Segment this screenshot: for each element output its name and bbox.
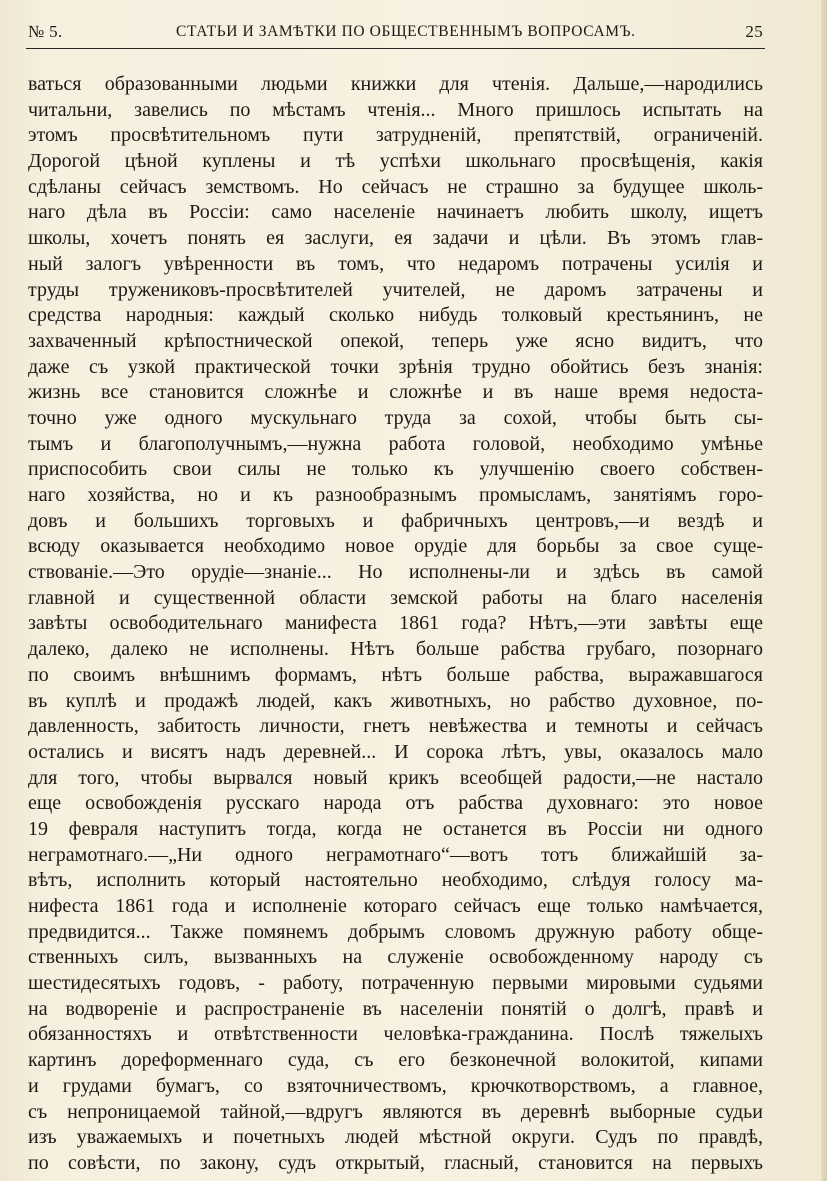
text-line: по совѣсти, по закону, судъ открытый, гласный, становится на первыхъ: [28, 1151, 763, 1174]
text-line: неграмотнаго.—„Ни одного неграмотнаго“—вотъ тотъ ближайшій за-: [28, 843, 763, 866]
text-line: еще освобожденія русскаго народа отъ рабства духовнаго: это новое: [28, 792, 763, 815]
text-line: приспособить свои силы не только къ улучшенію своего собствен-: [28, 458, 763, 481]
text-line: остались и висятъ надъ деревней... И сорока лѣтъ, увы, оказалось мало: [28, 740, 763, 763]
text-line: довъ и большихъ торговыхъ и фабричныхъ центровъ,—и вездѣ и: [28, 509, 763, 532]
body-text: [28, 72, 763, 1177]
text-line: съ непроницаемой тайной,—вдругъ являются въ деревнѣ выборные судьи: [28, 1100, 763, 1123]
text-line: давленность, забитость личности, гнетъ невѣжества и темноты и сейчасъ: [28, 715, 763, 738]
text-line: для того, чтобы вырвался новый крикъ всеобщей радости,—не настало: [28, 766, 763, 789]
page-number: 25: [745, 22, 763, 41]
text-line: нифеста 1861 года и исполненіе котораго сейчасъ еще только намѣчается,: [28, 895, 763, 917]
page-edge: [821, 0, 827, 1181]
text-line: въ куплѣ и продажѣ людей, какъ животныхъ, но рабство духовное, по-: [28, 689, 763, 712]
text-line: труды тружениковъ-просвѣтителей учителей, не даромъ затрачены и: [28, 278, 763, 301]
text-line: ственныхъ силъ, вызванныхъ на служеніе освобожденному народу съ: [28, 946, 763, 969]
text-line: наго хозяйства, но и къ разнообразнымъ промысламъ, занятіямъ горо-: [28, 484, 763, 506]
text-line: картинъ дореформеннаго суда, съ его безконечной волокитой, кипами: [28, 1049, 763, 1072]
text-line: наго дѣла въ Россіи: само населеніе начинаетъ любить школу, ищетъ: [28, 201, 763, 224]
text-line: изъ уважаемыхъ и почетныхъ людей мѣстной округи. Судъ по правдѣ,: [28, 1126, 763, 1149]
text-line: далеко, далеко не исполнены. Нѣтъ больше рабства грубаго, позорнаго: [28, 638, 763, 661]
running-header: [28, 20, 763, 46]
text-line: на водвореніе и распространеніе въ населеніи понятій о долгѣ, правѣ и: [28, 997, 763, 1020]
text-line: Дорогой цѣной куплены и тѣ успѣхи школьнаго просвѣщенія, какія: [28, 150, 763, 173]
text-line: захваченный крѣпостнической опекой, теперь уже ясно видитъ, что: [28, 329, 763, 352]
text-line: школы, хочетъ понять ея заслуги, ея задачи и цѣли. Въ этомъ глав-: [28, 227, 763, 250]
text-line: обязанностяхъ и отвѣтственности человѣка-гражданина. Послѣ тяжелыхъ: [28, 1023, 763, 1046]
text-line: по своимъ внѣшнимъ формамъ, нѣтъ больше рабства, выражавшагося: [28, 663, 763, 686]
text-line: шестидесятыхъ годовъ, - работу, потраченную первыми мировыми судьями: [28, 972, 763, 995]
text-line: ваться образованными людьми книжки для чтенія. Дальше,—народились: [28, 73, 763, 95]
text-line: вѣтъ, исполнить который настоятельно необходимо, слѣдуя голосу ма-: [28, 869, 763, 892]
text-line: средства народныя: каждый сколько нибудь толковый крестьянинъ, не: [28, 304, 763, 327]
text-line: даже съ узкой практической точки зрѣнія трудно обойтись безъ знанія:: [28, 355, 763, 378]
text-line: этомъ просвѣтительномъ пути затрудненій, препятствій, ограниченій.: [28, 124, 763, 147]
text-line: и грудами бумагъ, со взяточничествомъ, крючкотворствомъ, а главное,: [28, 1074, 763, 1097]
text-line: ствованіе.—Это орудіе—знаніе... Но исполнены-ли и здѣсь въ самой: [28, 561, 763, 584]
text-line: точно уже одного мускульнаго труда за сохой, чтобы быть сы-: [28, 406, 763, 429]
text-line: жизнь все становится сложнѣе и сложнѣе и въ наше время недоста-: [28, 381, 763, 404]
text-line: главной и существенной области земской работы на благо населенія: [28, 586, 763, 609]
section-title: СТАТЬИ И ЗАМѢТКИ ПО ОБЩЕСТВЕННЫМЪ ВОПРОСАМЪ.: [176, 23, 636, 40]
issue-number: № 5.: [28, 22, 63, 41]
text-line: ный залогъ увѣренности въ томъ, что недаромъ потрачены усилія и: [28, 252, 763, 275]
text-line: сдѣланы сейчасъ земствомъ. Но сейчасъ не страшно за будущее школь-: [28, 175, 763, 198]
text-line: предвидится... Также помянемъ добрымъ словомъ дружную работу обще-: [28, 920, 763, 943]
text-line: всюду оказывается необходимо новое орудіе для борьбы за свое суще-: [28, 535, 763, 558]
text-line: завѣты освободительнаго манифеста 1861 года? Нѣтъ,—эти завѣты еще: [28, 612, 763, 635]
text-line: читальни, завелись по мѣстамъ чтенія... Много пришлось испытать на: [28, 98, 763, 121]
header-rule: [26, 48, 765, 49]
text-line: 19 февраля наступитъ тогда, когда не останется въ Россіи ни одного: [28, 817, 763, 840]
text-line: тымъ и благополучнымъ,—нужна работа головой, необходимо умѣнье: [28, 432, 763, 455]
